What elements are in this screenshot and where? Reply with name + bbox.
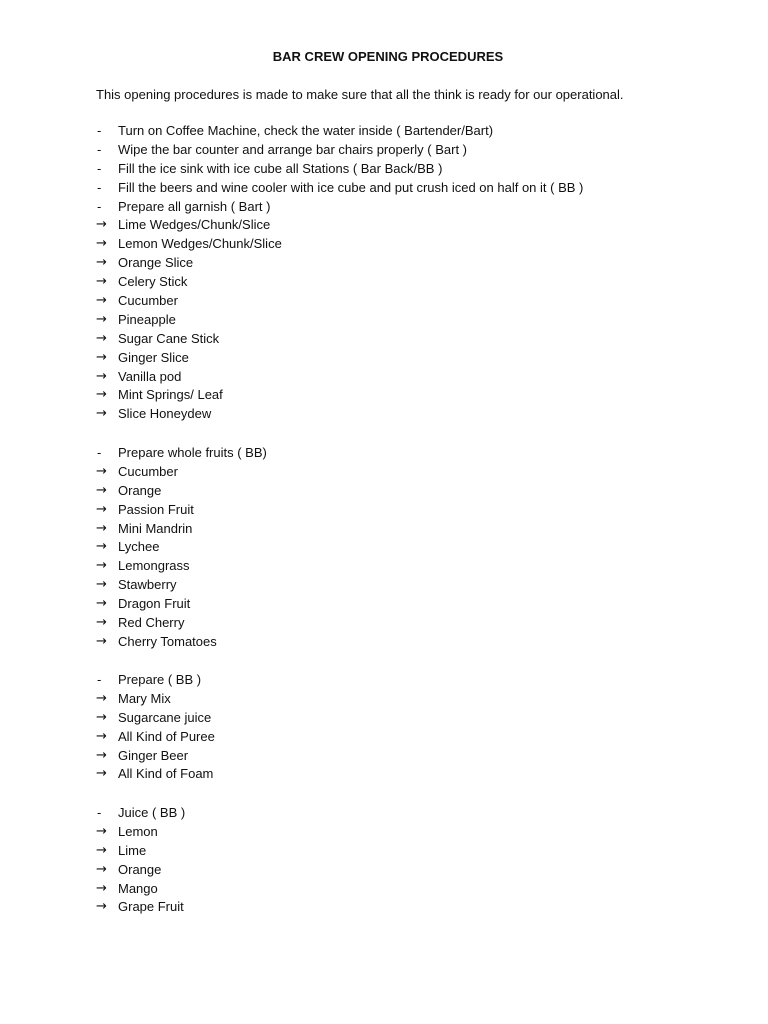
arrow-bullet-icon: → [96, 217, 107, 233]
list-item-text: Cucumber [118, 463, 178, 479]
list-item-text: All Kind of Puree [118, 728, 215, 744]
arrow-bullet-icon: → [96, 709, 107, 725]
arrow-bullet-icon: → [96, 747, 107, 763]
dash-bullet: - [97, 445, 102, 460]
list-item-text: Lemon [118, 823, 158, 839]
list-item-text: Lime [118, 842, 147, 858]
dash-bullet: - [97, 123, 102, 138]
list-item-text: Lychee [118, 539, 160, 555]
arrow-bullet-icon: → [96, 558, 107, 574]
arrow-bullet-icon: → [96, 842, 107, 858]
arrow-bullet-icon: → [96, 406, 107, 422]
arrow-bullet-icon: → [96, 311, 107, 327]
dash-bullet: - [97, 141, 102, 157]
list-item-text: Passion Fruit [118, 501, 194, 517]
list-item-text: Dragon Fruit [118, 596, 191, 612]
arrow-bullet-icon: → [96, 615, 107, 631]
list-item-text: Lemon Wedges/Chunk/Slice [118, 236, 282, 252]
arrow-bullet-icon: → [96, 539, 107, 555]
list-item-text: Lemongrass [118, 558, 190, 574]
arrow-bullet-icon: → [96, 368, 107, 384]
list-item-text: Mary Mix [118, 690, 171, 706]
list-item-text: Ginger Slice [118, 349, 189, 365]
list-item-text: Mango [118, 880, 158, 896]
arrow-bullet-icon: → [96, 387, 107, 403]
list-item-text: Stawberry [118, 577, 177, 593]
dash-bullet: - [97, 805, 102, 820]
arrow-bullet-icon: → [96, 520, 107, 536]
dash-bullet: - [97, 672, 102, 687]
list-item-text: Fill the ice sink with ice cube all Stations ( Bar Back/BB ) [118, 160, 443, 176]
arrow-bullet-icon: → [96, 501, 107, 517]
arrow-bullet-icon: → [96, 577, 107, 593]
arrow-bullet-icon: → [96, 880, 107, 896]
list-item-text: Slice Honeydew [118, 406, 212, 422]
dash-bullet: - [97, 160, 102, 176]
list-item-text: Prepare all garnish ( Bart ) [118, 198, 271, 214]
arrow-bullet-icon: → [96, 293, 107, 309]
list-item-text: Wipe the bar counter and arrange bar chairs properly ( Bart ) [118, 141, 468, 157]
list-item-text: Vanilla pod [118, 368, 182, 384]
list-item-text: Fill the beers and wine cooler with ice cube and put crush iced on half on it ( BB ) [118, 179, 584, 195]
arrow-bullet-icon: → [96, 255, 107, 271]
list-item-text: Red Cherry [118, 615, 185, 631]
dash-bullet: - [97, 198, 102, 214]
list-item-text: Sugarcane juice [118, 709, 212, 725]
list-item-text: Turn on Coffee Machine, check the water inside ( Bartender/Bart) [118, 123, 494, 138]
arrow-bullet-icon: → [96, 766, 107, 782]
arrow-bullet-icon: → [96, 823, 107, 839]
list-item-text: Orange Slice [118, 255, 194, 271]
list-item-text: Grape Fruit [118, 899, 184, 915]
arrow-bullet-icon: → [96, 728, 107, 744]
arrow-bullet-icon: → [96, 236, 107, 252]
arrow-bullet-icon: → [96, 899, 107, 915]
list-item-text: Mini Mandrin [118, 520, 193, 536]
list-item-text: Ginger Beer [118, 747, 189, 763]
list-item-text: Sugar Cane Stick [118, 330, 220, 346]
list-item-text: Cucumber [118, 293, 178, 309]
list-item-text: Mint Springs/ Leaf [118, 387, 223, 403]
list-item-text: All Kind of Foam [118, 766, 214, 782]
list-item-text: Prepare whole fruits ( BB) [118, 445, 267, 460]
list-item-text: Celery Stick [118, 274, 188, 290]
arrow-bullet-icon: → [96, 349, 107, 365]
intro-paragraph: This opening procedures is made to make sure that all the think is ready for our operational. [96, 87, 624, 102]
list-item-text: Cherry Tomatoes [118, 633, 217, 649]
list-item-text: Prepare ( BB ) [118, 672, 202, 687]
document-title: BAR CREW OPENING PROCEDURES [272, 49, 504, 64]
arrow-bullet-icon: → [96, 861, 107, 877]
list-item-text: Pineapple [118, 311, 176, 327]
list-item-text: Orange [118, 861, 162, 877]
dash-bullet: - [97, 179, 102, 195]
list-item-text: Orange [118, 482, 162, 498]
arrow-bullet-icon: → [96, 463, 107, 479]
arrow-bullet-icon: → [96, 596, 107, 612]
arrow-bullet-icon: → [96, 633, 107, 649]
list-item-text: Juice ( BB ) [118, 805, 186, 820]
arrow-bullet-icon: → [96, 690, 107, 706]
list-item-text: Lime Wedges/Chunk/Slice [118, 217, 271, 233]
arrow-bullet-icon: → [96, 330, 107, 346]
arrow-bullet-icon: → [96, 482, 107, 498]
arrow-bullet-icon: → [96, 274, 107, 290]
